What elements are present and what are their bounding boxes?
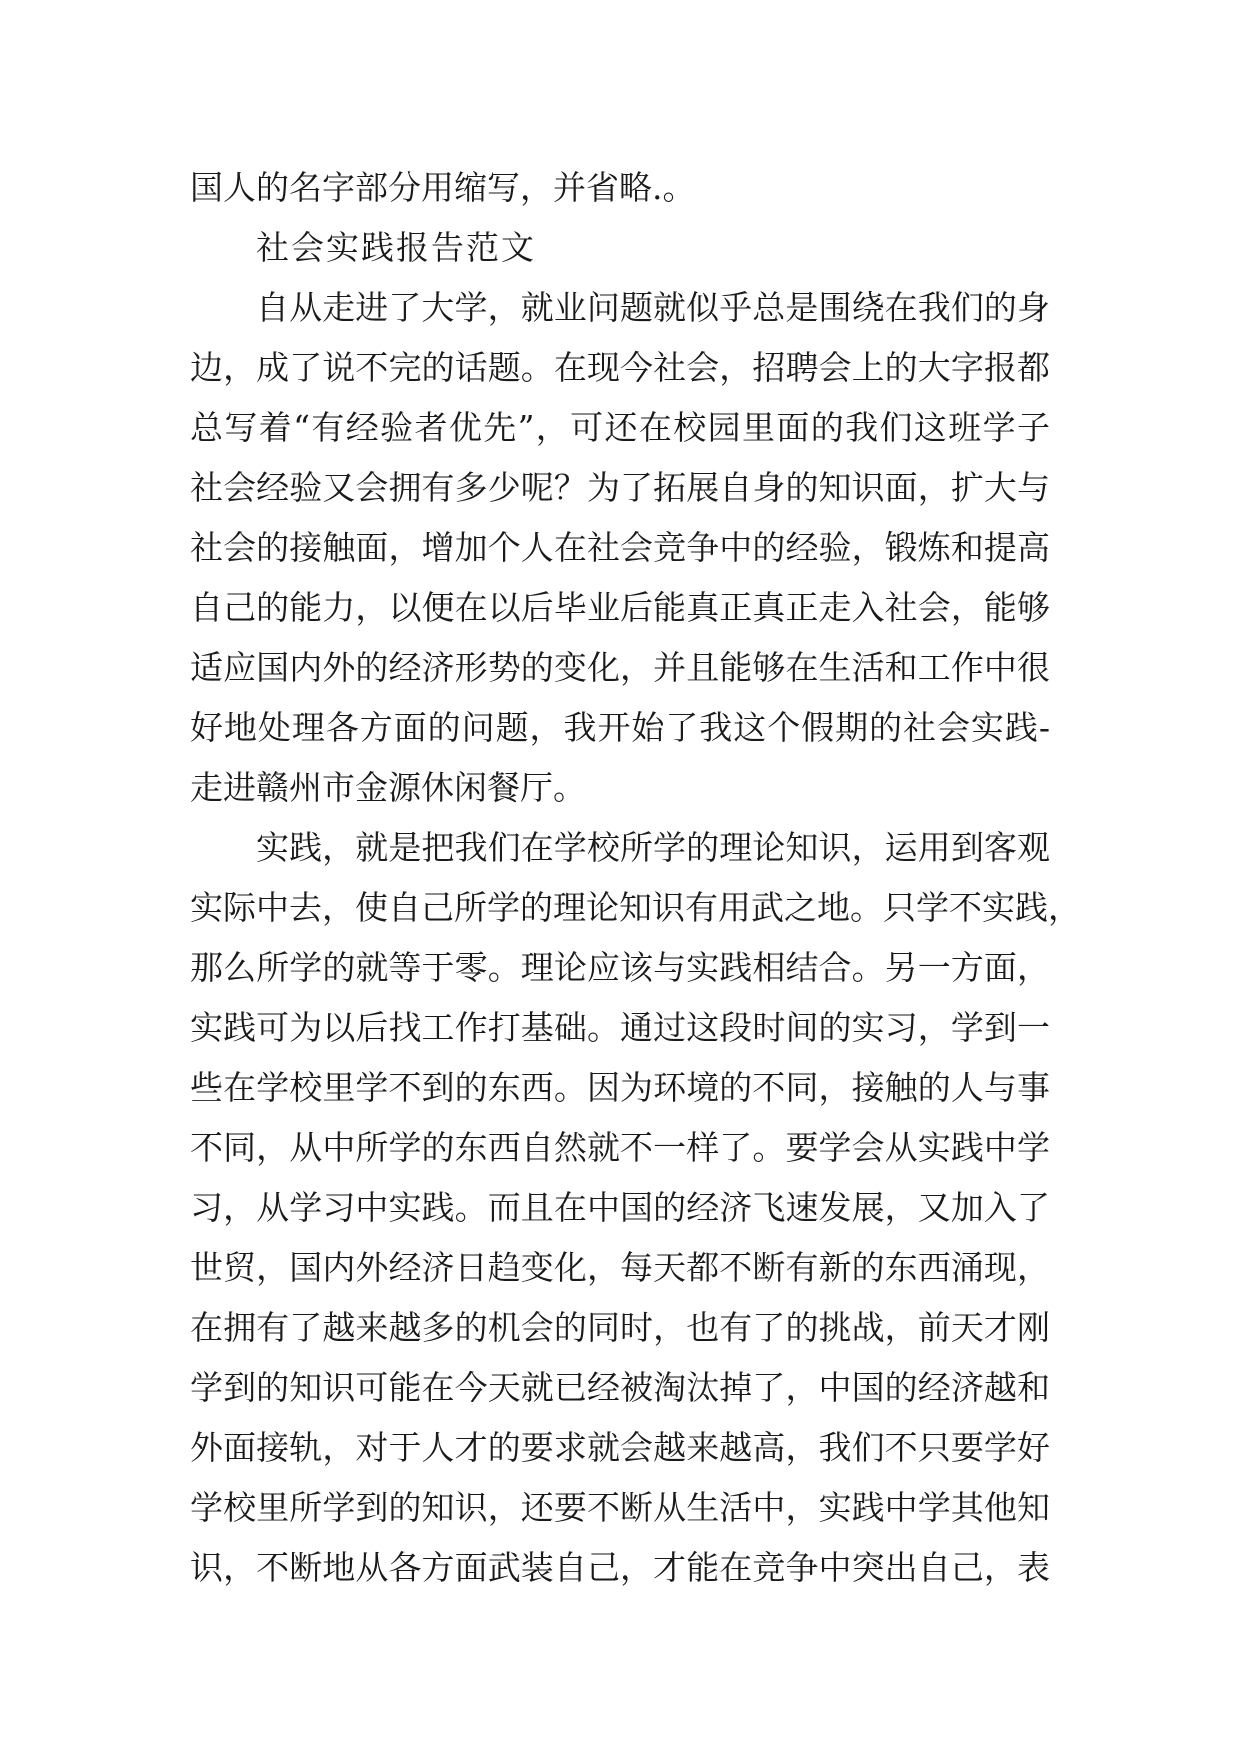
text-line: 习，从学习中实践。而且在中国的经济飞速发展，又加入了: [190, 1188, 1050, 1227]
section-title: 社会实践报告范文: [256, 228, 536, 267]
text-line: 自己的能力，以便在以后毕业后能真正真正走入社会，能够: [190, 588, 1050, 627]
text-line: 世贸，国内外经济日趋变化，每天都不断有新的东西涌现，: [190, 1248, 1050, 1287]
text-line: 国人的名字部分用缩写，并省略.。: [190, 168, 696, 207]
text-line: 些在学校里学不到的东西。因为环境的不同，接触的人与事: [190, 1068, 1050, 1107]
text-line: 不同，从中所学的东西自然就不一样了。要学会从实践中学: [190, 1128, 1050, 1167]
text-line: 外面接轨，对于人才的要求就会越来越高，我们不只要学好: [190, 1428, 1050, 1467]
text-line: 适应国内外的经济形势的变化，并且能够在生活和工作中很: [190, 648, 1050, 687]
text-line: 学到的知识可能在今天就已经被淘汰掉了，中国的经济越和: [190, 1368, 1050, 1407]
text-line: 边，成了说不完的话题。在现今社会，招聘会上的大字报都: [190, 348, 1050, 387]
text-line: 总写着“有经验者优先”，可还在校园里面的我们这班学子: [190, 408, 1050, 447]
text-line: 在拥有了越来越多的机会的同时，也有了的挑战，前天才刚: [190, 1308, 1050, 1347]
text-line: 走进赣州市金源休闲餐厅。: [190, 768, 586, 807]
text-line: 学校里所学到的知识，还要不断从生活中，实践中学其他知: [190, 1488, 1050, 1527]
body-text: [190, 158, 1081, 1598]
text-line: 识，不断地从各方面武装自己，才能在竞争中突出自己，表: [190, 1548, 1050, 1587]
text-line: 实践，就是把我们在学校所学的理论知识，运用到客观: [256, 828, 1050, 867]
text-line: 社会的接触面，增加个人在社会竞争中的经验，锻炼和提高: [190, 528, 1050, 567]
text-line: 社会经验又会拥有多少呢？为了拓展自身的知识面，扩大与: [190, 468, 1050, 507]
text-line: 那么所学的就等于零。理论应该与实践相结合。另一方面，: [190, 948, 1050, 987]
text-line: 实践可为以后找工作打基础。通过这段时间的实习，学到一: [190, 1008, 1050, 1047]
text-line: 实际中去，使自己所学的理论知识有用武之地。只学不实践，: [190, 888, 1081, 927]
text-line: 自从走进了大学，就业问题就似乎总是围绕在我们的身: [256, 288, 1050, 327]
text-line: 好地处理各方面的问题，我开始了我这个假期的社会实践-: [190, 708, 1050, 747]
